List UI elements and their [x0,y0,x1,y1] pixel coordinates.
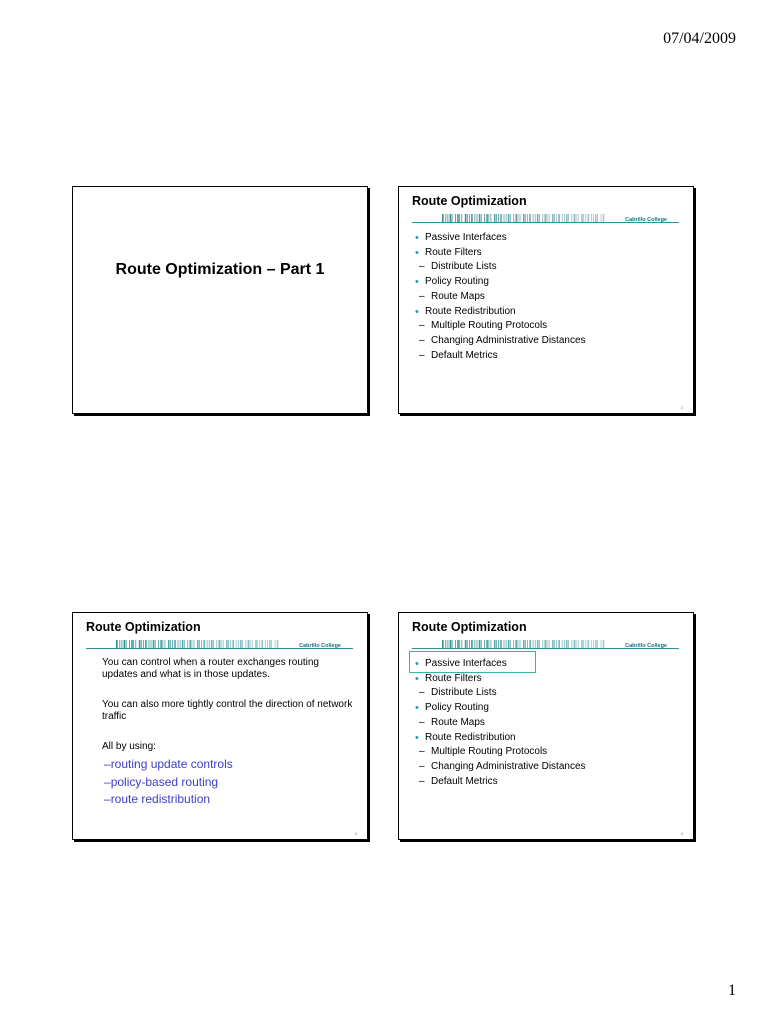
body-paragraph: You can control when a router exchanges routing updates and what is in those updates. [102,657,319,680]
slide-title: Route Optimization [412,194,527,208]
using-list [104,756,233,809]
sub-bullet-item: – Distribute Lists [415,260,685,275]
slide-3 [72,612,368,840]
using-item: – policy-based routing [104,774,233,792]
slide-number: 4 [680,831,683,836]
college-logo-text: Cabrillo College [625,643,667,649]
sub-bullet-item: – Multiple Routing Protocols [415,745,685,760]
sub-bullet-item: – Multiple Routing Protocols [415,319,685,334]
college-logo-text: Cabrillo College [299,643,341,649]
using-item: – route redistribution [104,791,233,809]
bullet-item: • Policy Routing [415,275,685,290]
slide-number: 3 [354,831,357,836]
highlight-box [409,651,536,673]
bullet-list [415,231,685,363]
bullet-item: • Route Redistribution [415,305,685,320]
sub-bullet-item: – Distribute Lists [415,686,685,701]
slide-title: Route Optimization – Part 1 [115,261,325,278]
body-paragraph: All by using: [102,741,156,752]
page-date: 07/04/2009 [663,30,736,47]
bullet-item: • Route Redistribution [415,731,685,746]
slide-number: 2 [680,405,683,410]
sub-bullet-item: – Route Maps [415,290,685,305]
slide-title: Route Optimization [412,620,527,634]
sub-bullet-item: – Changing Administrative Distances [415,334,685,349]
college-logo-text: Cabrillo College [625,217,667,223]
slide-1 [72,186,368,414]
sub-bullet-item: – Changing Administrative Distances [415,760,685,775]
sub-bullet-item: – Route Maps [415,716,685,731]
sub-bullet-item: – Default Metrics [415,775,685,790]
bullet-item: • Route Filters [415,672,685,687]
slide-title: Route Optimization [86,620,201,634]
bullet-item: • Passive Interfaces [415,657,685,672]
bullet-item: • Route Filters [415,246,685,261]
bullet-list [415,657,685,789]
body-paragraph: You can also more tightly control the direction of network traffic [102,699,353,722]
page-number: 1 [728,982,736,999]
bullet-item: • Policy Routing [415,701,685,716]
sub-bullet-item: – Default Metrics [415,349,685,364]
slide-2 [398,186,694,414]
bullet-item: • Passive Interfaces [415,231,685,246]
using-item: – routing update controls [104,756,233,774]
slide-4 [398,612,694,840]
